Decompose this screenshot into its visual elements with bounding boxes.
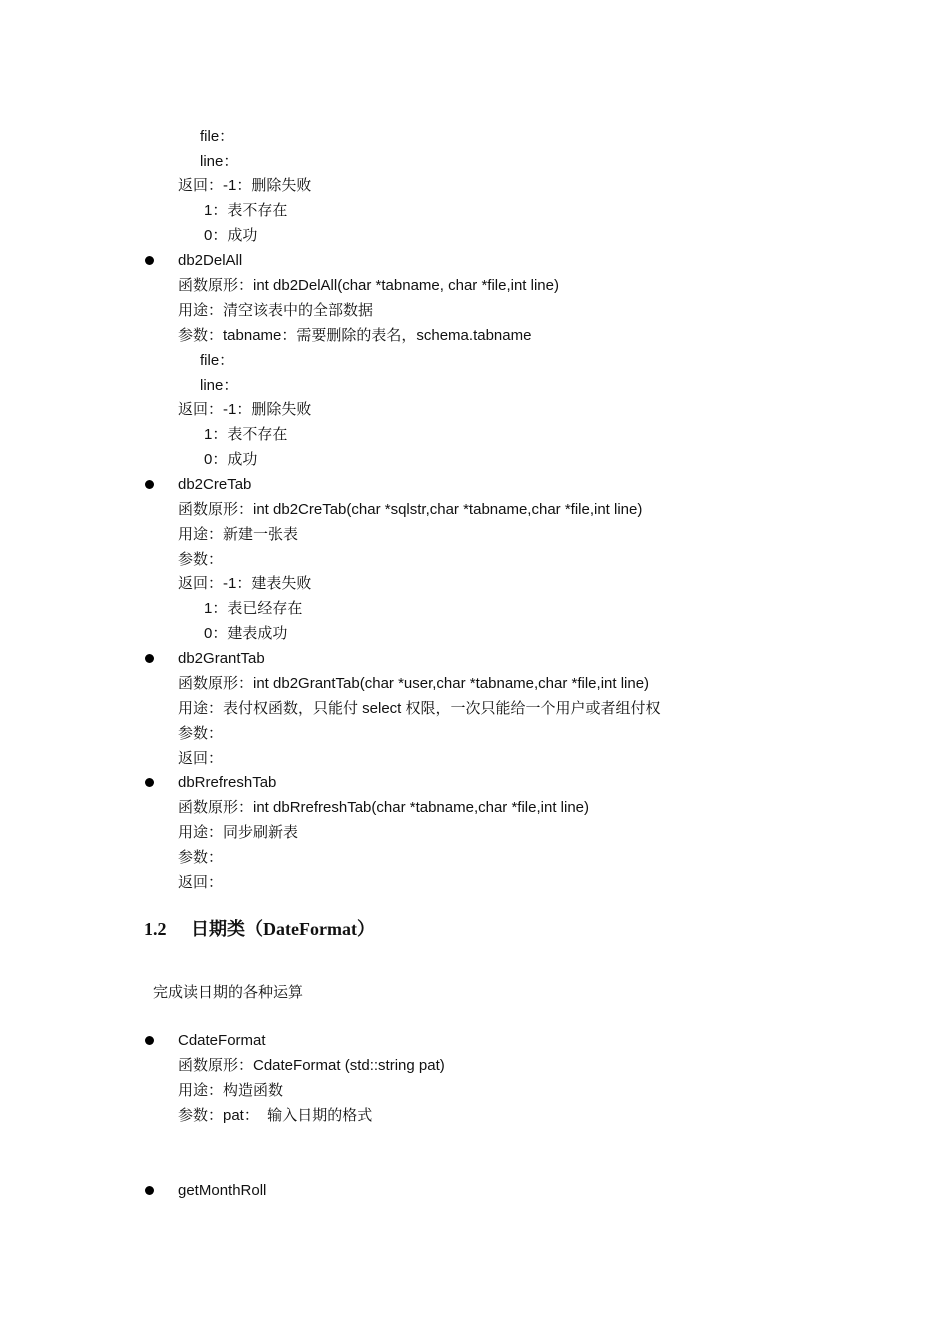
function-params: 参数： [178, 551, 224, 568]
return-value: 0：建表成功 [204, 625, 288, 642]
bullet-icon [145, 256, 154, 265]
bullet-icon [145, 1036, 154, 1045]
section-title: 日期类（DateFormat） [191, 919, 375, 939]
return-value: 1：表不存在 [204, 426, 288, 443]
function-usage: 用途：新建一张表 [178, 526, 299, 543]
bullet-icon [145, 654, 154, 663]
function-name: CdateFormat [178, 1032, 266, 1049]
return-line: 返回： [178, 750, 224, 767]
return-value: 1：表不存在 [204, 202, 288, 219]
function-prototype: 函数原形：CdateFormat (std::string pat) [178, 1057, 445, 1074]
function-params: 参数：pat： 输入日期的格式 [178, 1107, 373, 1124]
function-usage: 用途：同步刷新表 [178, 824, 299, 841]
section-intro: 完成读日期的各种运算 [153, 984, 304, 1001]
function-name: getMonthRoll [178, 1182, 267, 1199]
function-name: dbRrefreshTab [178, 774, 277, 791]
function-prototype: 函数原形：int db2CreTab(char *sqlstr,char *tabname,char *file,int line) [178, 501, 643, 518]
return-value: 1：表已经存在 [204, 600, 303, 617]
return-value: 0：成功 [204, 227, 258, 244]
bullet-icon [145, 480, 154, 489]
function-usage: 用途：构造函数 [178, 1082, 284, 1099]
function-usage: 用途：清空该表中的全部数据 [178, 302, 374, 319]
return-line: 返回：-1：删除失败 [178, 177, 312, 194]
return-line: 返回：-1：删除失败 [178, 401, 312, 418]
return-value: 0：成功 [204, 451, 258, 468]
function-name: db2DelAll [178, 252, 243, 269]
return-line: 返回：-1：建表失败 [178, 575, 312, 592]
function-name: db2CreTab [178, 476, 252, 493]
param-file: file： [200, 352, 235, 369]
param-file: file： [200, 128, 235, 145]
function-params: 参数： [178, 849, 224, 866]
function-name: db2GrantTab [178, 650, 265, 667]
return-line: 返回： [178, 874, 224, 891]
function-usage: 用途：表付权函数，只能付 select 权限，一次只能给一个用户或者组付权 [178, 700, 661, 717]
function-prototype: 函数原形：int dbRrefreshTab(char *tabname,char *file,int line) [178, 799, 589, 816]
function-params: 参数：tabname：需要删除的表名，schema.tabname [178, 327, 532, 344]
function-prototype: 函数原形：int db2DelAll(char *tabname, char *file,int line) [178, 277, 559, 294]
bullet-icon [145, 1186, 154, 1195]
bullet-icon [145, 778, 154, 787]
param-line: line： [200, 153, 239, 170]
param-line: line： [200, 377, 239, 394]
function-params: 参数： [178, 725, 224, 742]
function-prototype: 函数原形：int db2GrantTab(char *user,char *tabname,char *file,int line) [178, 675, 650, 692]
section-number: 1.2 [144, 919, 167, 939]
